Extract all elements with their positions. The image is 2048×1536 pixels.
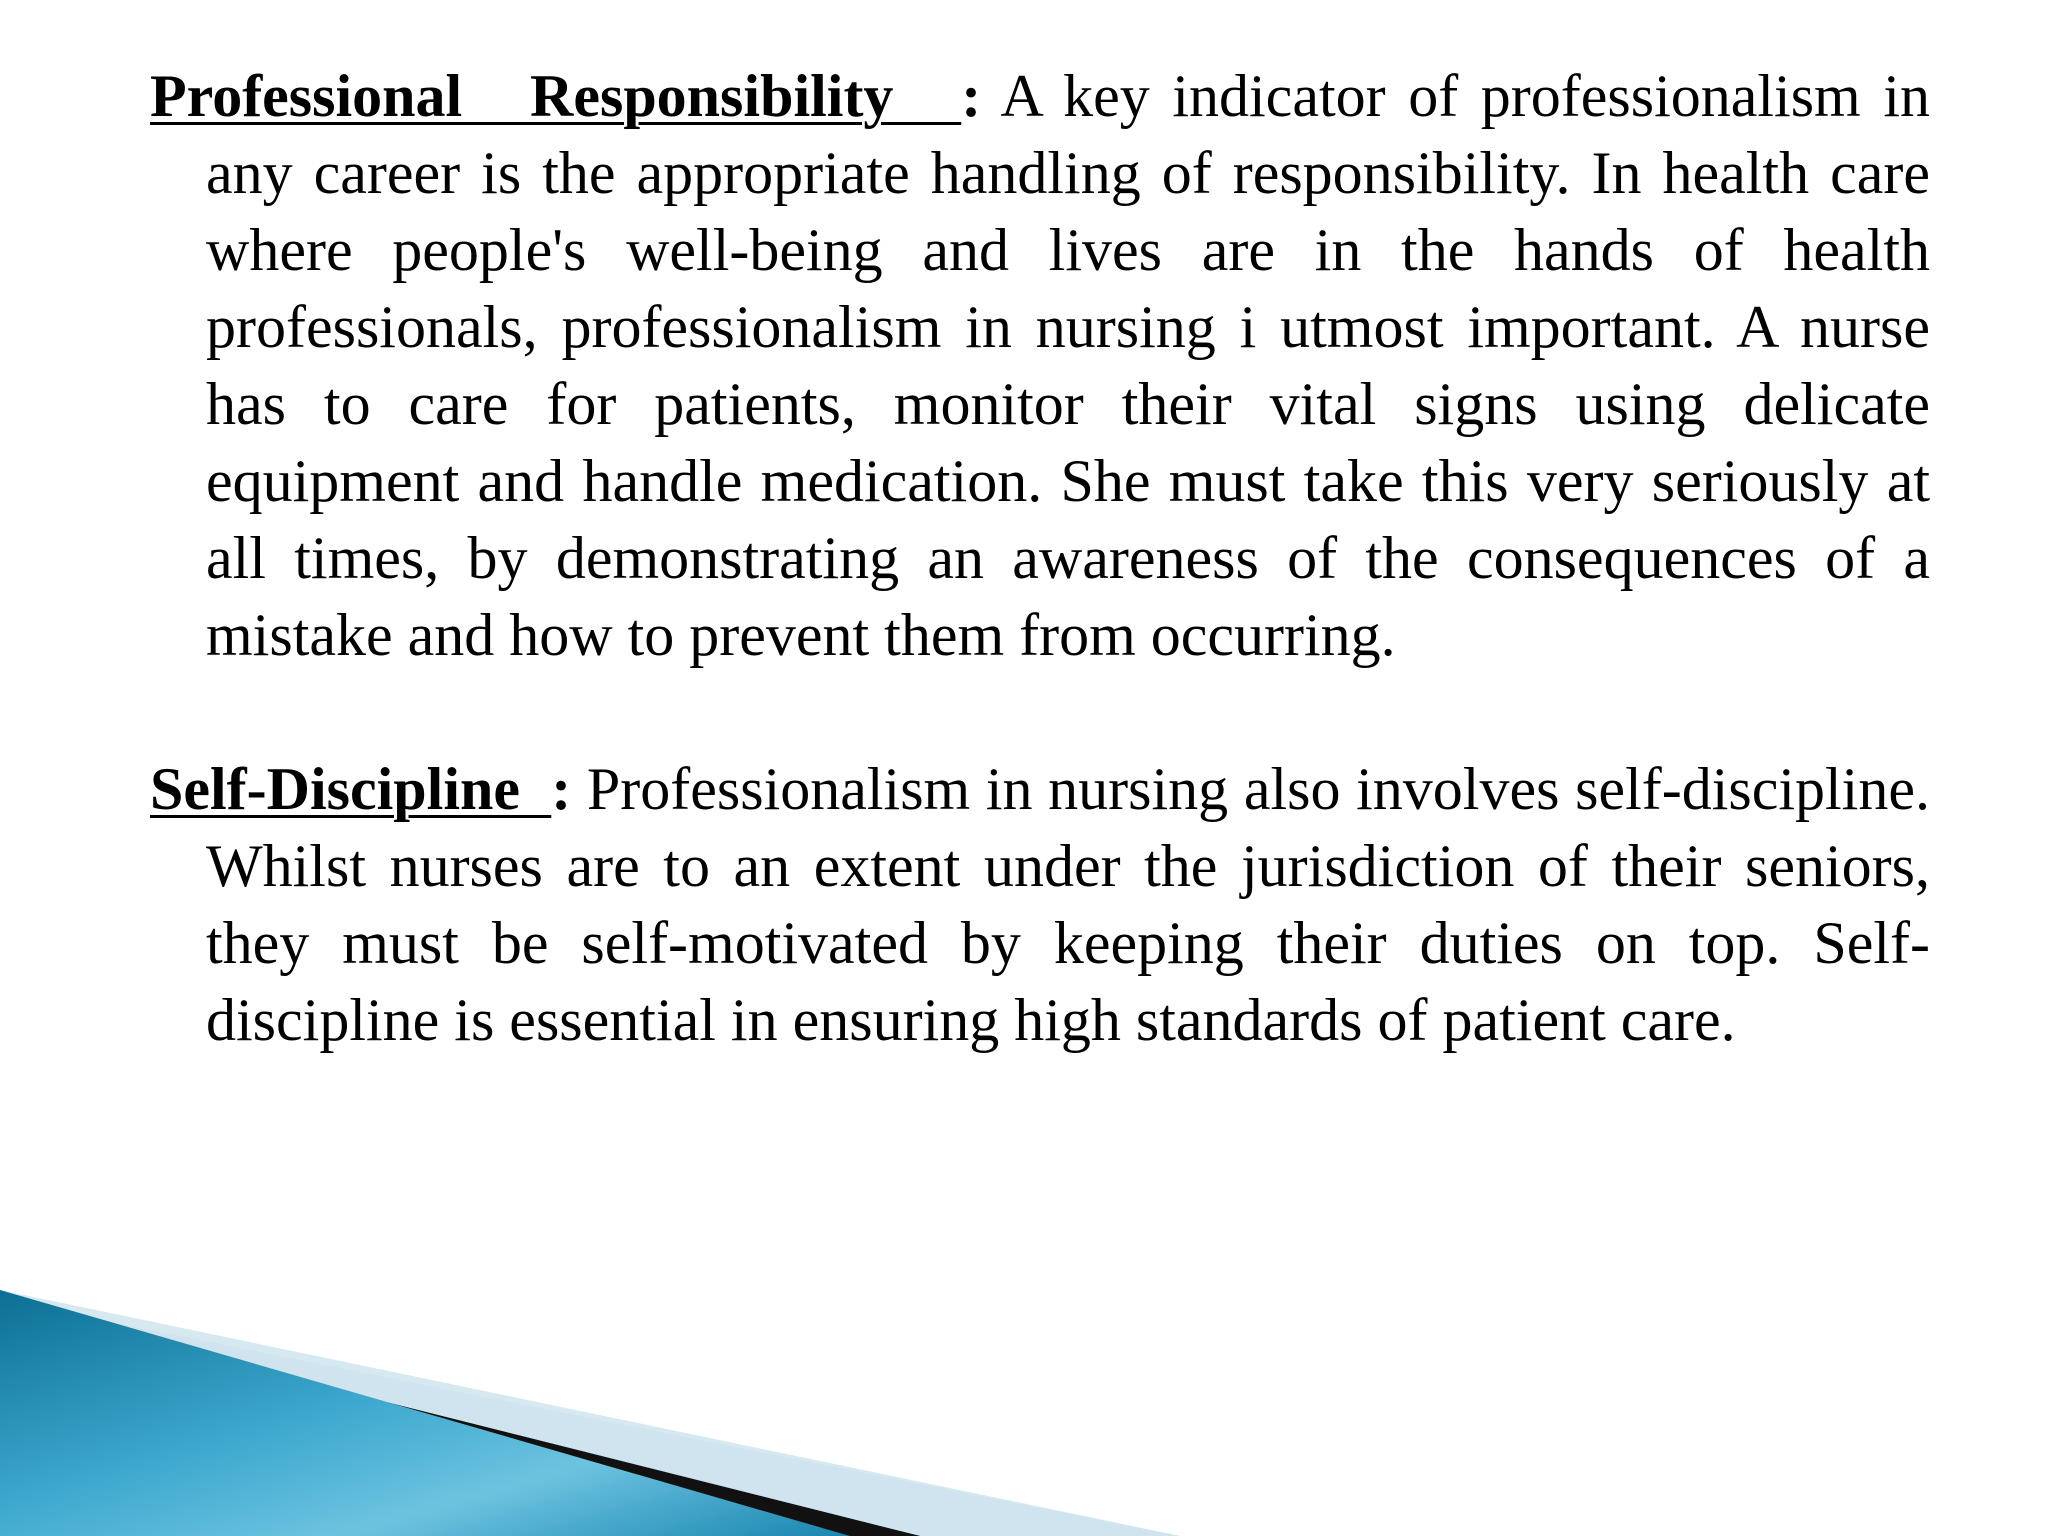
pale-wave-upper [0,1300,1180,1536]
paragraph-text: Professionalism in nursing also involves self-discipline. Whilst nurses are to an extent under the jurisdiction of their seniors, they must be self-motivated by keeping their duties on top. Self-discipline is essential in ensuring high standards of patient care. [206,756,1930,1053]
term-separator: : [551,756,572,822]
paragraph-text: A key indicator of professionalism in any career is the appropriate handling of responsibility. In health care where people's well-being and lives are in the hands of health professionals, professionalism in nursing i utmost important. A nurse has to care for patients, monitor their vital signs using delicate equipment and handle medication. She must take this very seriously at all times, by demonstrating an awareness of the consequences of a mistake and how to prevent them from occurring. [206,63,1930,668]
black-stripe-thick [100,1335,920,1536]
slide-body [150,58,1930,1059]
term-separator: : [961,63,982,129]
term-professional-responsibility: Professional Responsibility [150,63,962,129]
blue-wave [0,1290,850,1536]
pale-wave [0,1290,1180,1536]
paragraph-self-discipline [150,751,1930,1059]
paragraph-professional-responsibility [150,58,1930,674]
black-stripe [0,1310,920,1536]
term-self-discipline: Self-Discipline [150,756,552,822]
